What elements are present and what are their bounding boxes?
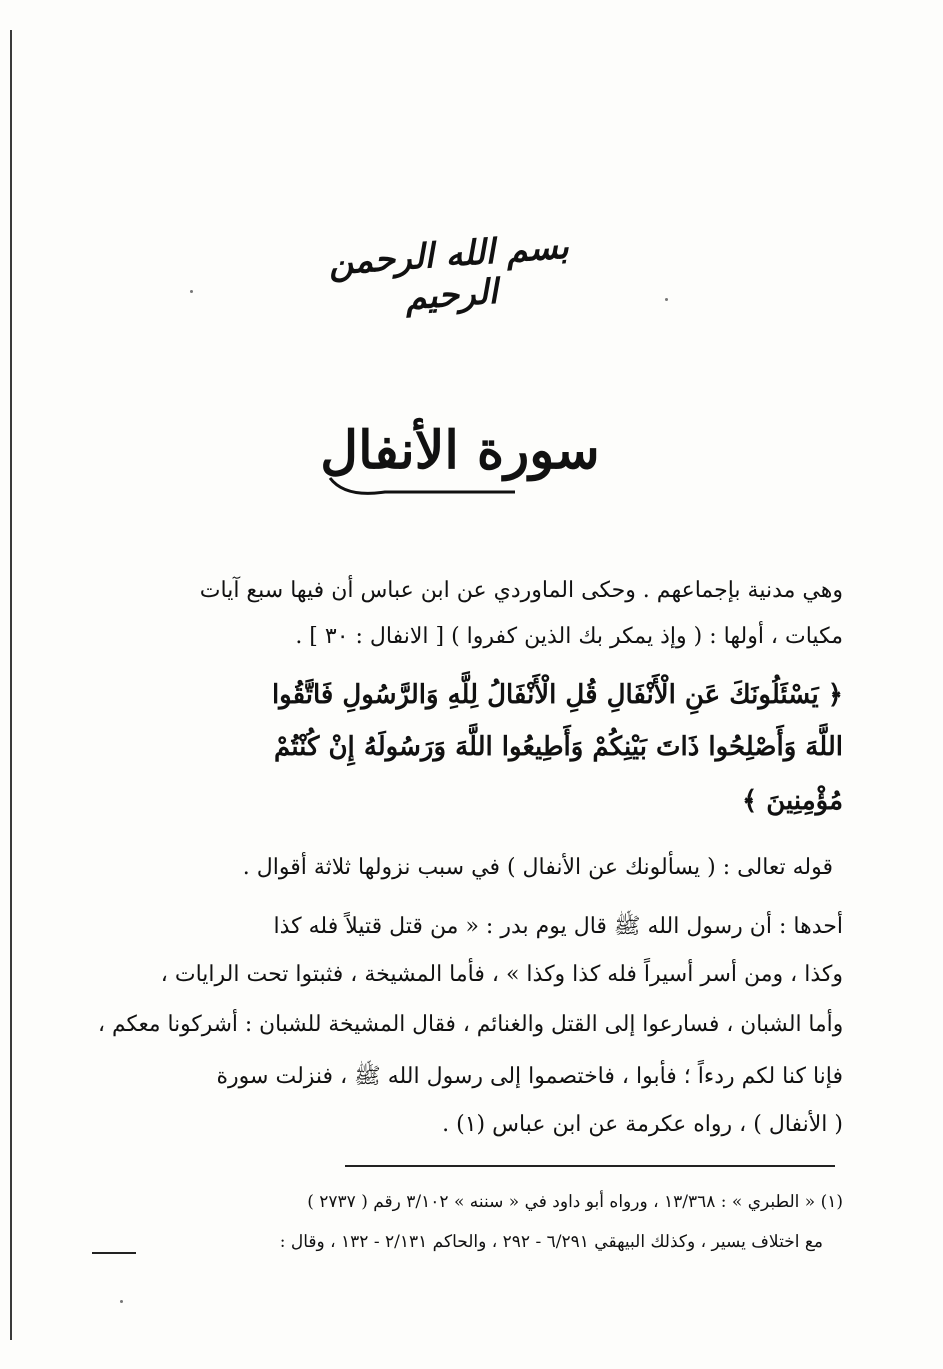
scan-speck — [665, 298, 668, 301]
footnote-line-2: مع اختلاف يسير ، وكذلك البيهقي ٦/٢٩١ - ٢٩٢ ، والحاكم ٢/١٣١ - ١٣٢ ، وقال : — [279, 1232, 823, 1252]
scan-speck — [120, 1300, 123, 1303]
page-edge-rule — [10, 30, 12, 1340]
commentary-intro: قوله تعالى : ( يسألونك عن الأنفال ) في سبب نزولها ثلاثة أقوال . — [242, 855, 833, 880]
quran-verse-line-1: ﴿ يَسْئَلُونَكَ عَنِ الْأَنْفَالِ قُلِ الْأَنْفَالُ لِلَّهِ وَالرَّسُولِ فَاتَّقُوا — [271, 680, 843, 710]
surah-title: سورة الأنفال — [320, 420, 600, 481]
quran-verse-line-2: اللَّهَ وَأَصْلِحُوا ذَاتَ بَيْنِكُمْ وَأَطِيعُوا اللَّهَ وَرَسُولَهُ إِنْ كُنْتُمْ — [274, 732, 843, 762]
title-flourish — [325, 470, 525, 500]
quran-verse-line-3: مُؤْمِنِينَ ﴾ — [741, 786, 843, 816]
footnote-continuation-dash — [92, 1252, 136, 1254]
footnote-line-1: (١) « الطبري » : ١٣/٣٦٨ ، ورواه أبو داود في « سننه » ٣/١٠٢ رقم ( ٢٧٣٧ ) — [307, 1192, 843, 1212]
footnote-separator — [345, 1165, 835, 1167]
first-opinion-line-5: ( الأنفال ) ، رواه عكرمة عن ابن عباس (١) . — [442, 1112, 843, 1137]
first-opinion-line-3: وأما الشبان ، فسارعوا إلى القتل والغنائم ، فقال المشيخة للشبان : أشركونا معكم ، — [97, 1012, 843, 1037]
first-opinion-line-1: أحدها : أن رسول الله ﷺ قال يوم بدر : « من قتل قتيلاً فله كذا — [273, 914, 843, 939]
basmala: بسم الله الرحمن الرحيم — [327, 226, 570, 319]
scan-speck — [190, 290, 193, 293]
intro-line-2: مكيات ، أولها : ( وإذ يمكر بك الذين كفروا ) [ الانفال : ٣٠ ] . — [295, 624, 843, 649]
first-opinion-line-2: وكذا ، ومن أسر أسيراً فله كذا وكذا » ، فأما المشيخة ، فثبتوا تحت الرايات ، — [160, 962, 843, 987]
first-opinion-line-4: فإنا كنا لكم ردءاً ؛ فأبوا ، فاختصموا إلى رسول الله ﷺ ، فنزلت سورة — [216, 1064, 843, 1089]
intro-line-1: وهي مدنية بإجماعهم . وحكى الماوردي عن ابن عباس أن فيها سبع آيات — [199, 578, 843, 603]
